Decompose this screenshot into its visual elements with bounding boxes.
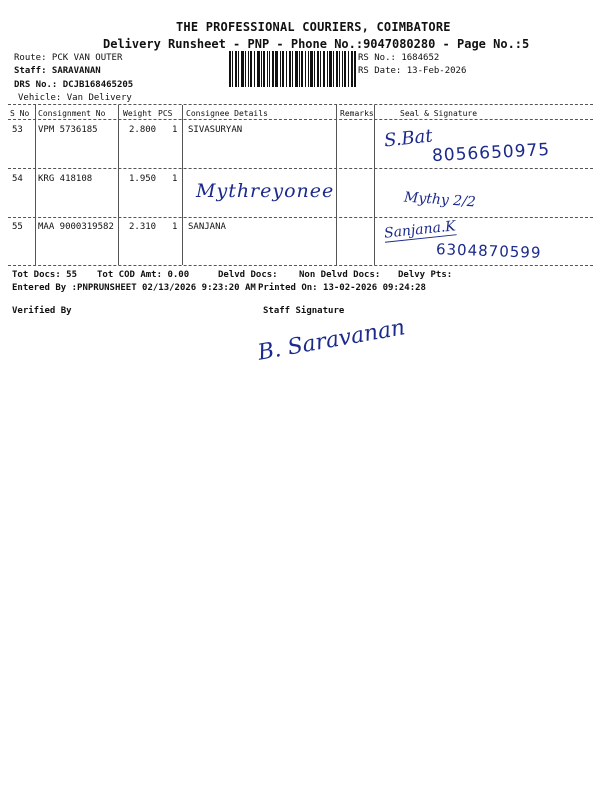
handwritten-signature-row54: Mythy 2/2 [403, 189, 477, 211]
handwritten-name-row54: Mythreyonee [196, 180, 335, 202]
row-weight: 2.310 [129, 222, 157, 232]
rs-date: RS Date: 13-Feb-2026 [358, 66, 467, 76]
rs-number: RS No.: 1684652 [358, 53, 440, 63]
row-divider [8, 168, 593, 169]
entered-by: Entered By :PNPRUNSHEET 02/13/2026 9:23:20 AM [12, 283, 256, 293]
col-header-consignee: Consignee Details [186, 109, 268, 118]
handwritten-signature-row53: S.Bat [383, 125, 434, 152]
row-sno: 55 [12, 222, 23, 232]
row-pcs: 1 [172, 174, 178, 184]
delivery-points: Delvy Pts: [398, 270, 453, 280]
company-title: THE PROFESSIONAL COURIERS, COIMBATORE [176, 20, 451, 34]
row-consignee: SIVASURYAN [188, 125, 243, 135]
non-delivered-docs: Non Delvd Docs: [299, 270, 381, 280]
column-divider [374, 105, 375, 265]
col-header-weight: Weight [123, 109, 152, 118]
col-header-remarks: Remarks [340, 109, 374, 118]
staff-handwritten-signature: B. Saravanan [255, 315, 408, 366]
column-divider [336, 105, 337, 265]
row-divider [8, 217, 593, 218]
column-divider [182, 105, 183, 265]
table-bottom-rule [8, 265, 593, 266]
route-label: Route: PCK VAN OUTER [14, 53, 123, 63]
row-sno: 53 [12, 125, 23, 135]
row-pcs: 1 [172, 125, 178, 135]
row-weight: 2.800 [129, 125, 157, 135]
runsheet-title: Delivery Runsheet - PNP - Phone No.:9047080280 - Page No.:5 [103, 37, 530, 51]
handwritten-name-row55: Sanjana.K [383, 218, 457, 242]
col-header-pcs: PCS [158, 109, 173, 118]
total-docs: Tot Docs: 55 [12, 270, 78, 280]
row-consignment: VPM 5736185 [38, 125, 98, 135]
barcode-image [229, 51, 356, 87]
vehicle-label: Vehicle: Van Delivery [18, 93, 132, 103]
handwritten-phone-row53: 8056650975 [431, 139, 551, 167]
col-header-sno: S No [10, 109, 30, 118]
table-top-rule [8, 104, 593, 105]
verified-by-label: Verified By [12, 306, 72, 316]
row-consignment: KRG 418108 [38, 174, 93, 184]
printed-on: Printed On: 13-02-2026 09:24:28 [258, 283, 426, 293]
col-header-consignment: Consignment No [38, 109, 106, 118]
row-consignee: SANJANA [188, 222, 226, 232]
column-divider [35, 105, 36, 265]
total-cod-amount: Tot COD Amt: 0.00 [97, 270, 190, 280]
row-weight: 1.950 [129, 174, 157, 184]
row-pcs: 1 [172, 222, 178, 232]
delivered-docs: Delvd Docs: [218, 270, 278, 280]
column-divider [118, 105, 119, 265]
table-header-rule [8, 119, 593, 120]
handwritten-phone-row55: 6304870599 [435, 240, 542, 262]
row-consignment: MAA 9000319582 [38, 222, 114, 232]
staff-label: Staff: SARAVANAN [14, 66, 101, 76]
drs-number: DRS No.: DCJB168465205 [14, 80, 134, 90]
col-header-signature: Seal & Signature [400, 109, 478, 118]
row-sno: 54 [12, 174, 23, 184]
staff-signature-label: Staff Signature [263, 306, 345, 316]
